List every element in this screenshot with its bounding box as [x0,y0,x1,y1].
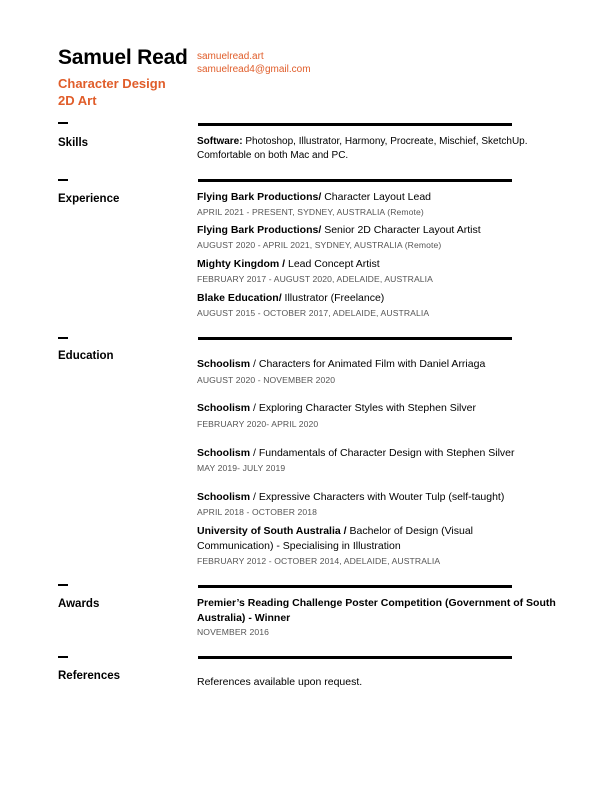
experience-item: Blake Education/ Illustrator (Freelance) [197,292,385,304]
skills-content [197,135,537,163]
references-label: References [58,670,121,682]
awards-label: Awards [58,598,100,610]
title-line-1: Character Design [58,76,166,91]
experience-item: Flying Bark Productions/ Senior 2D Character Layout Artist [197,224,481,236]
experience-detail: AUGUST 2020 - APRIL 2021, SYDNEY, AUSTRALIA (Remote) [197,240,442,250]
section-dash [58,584,68,586]
candidate-name: Samuel Read [58,46,188,69]
experience-item: Mighty Kingdom / Lead Concept Artist [197,258,380,270]
award-title: Premier’s Reading Challenge Poster Competition (Government of South Australia) - Winner [197,597,556,624]
section-dash [58,656,68,658]
education-item: Schoolism / Exploring Character Styles with Stephen Silver [197,402,476,414]
section-rule [198,656,512,659]
education-item: Schoolism / Expressive Characters with Wouter Tulp (self-taught) [197,491,505,503]
education-item: Schoolism / Characters for Animated Film with Daniel Arriaga [197,358,486,370]
education-detail: APRIL 2018 - OCTOBER 2018 [197,507,318,517]
education-item: Schoolism / Fundamentals of Character Design with Stephen Silver [197,447,515,459]
section-dash [58,122,68,124]
education-item: University of South Australia / Bachelor of Design (Visual Communication) - Specialising in Illustration [197,525,474,552]
experience-item: Flying Bark Productions/ Character Layout Lead [197,191,432,203]
contact-block [197,51,311,76]
experience-detail: APRIL 2021 - PRESENT, SYDNEY, AUSTRALIA (Remote) [197,207,424,217]
skills-label: Skills [58,137,89,149]
website-link[interactable]: samuelread.art [197,51,264,62]
education-detail: FEBRUARY 2020- APRIL 2020 [197,419,319,429]
references-text: References available upon request. [197,676,363,688]
experience-detail: FEBRUARY 2017 - AUGUST 2020, ADELAIDE, AUSTRALIA [197,274,433,284]
software-list: Photoshop, Illustrator, Harmony, Procreate, Mischief, SketchUp. [242,136,528,147]
platforms: Comfortable on both Mac and PC. [197,150,349,161]
award-detail: NOVEMBER 2016 [197,627,269,637]
education-detail: AUGUST 2020 - NOVEMBER 2020 [197,375,336,385]
education-detail: MAY 2019- JULY 2019 [197,463,286,473]
section-rule [198,123,512,126]
software-label: Software: [197,136,243,147]
section-dash [58,337,68,339]
section-rule [198,179,512,182]
experience-label: Experience [58,193,120,205]
experience-detail: AUGUST 2015 - OCTOBER 2017, ADELAIDE, AUSTRALIA [197,308,430,318]
section-dash [58,179,68,181]
email-link[interactable]: samuelread4@gmail.com [197,63,311,75]
section-rule [198,337,512,340]
title-line-2: 2D Art [58,93,97,108]
education-detail: FEBRUARY 2012 - OCTOBER 2014, ADELAIDE, AUSTRALIA [197,556,441,566]
education-label: Education [58,350,114,362]
section-rule [198,585,512,588]
